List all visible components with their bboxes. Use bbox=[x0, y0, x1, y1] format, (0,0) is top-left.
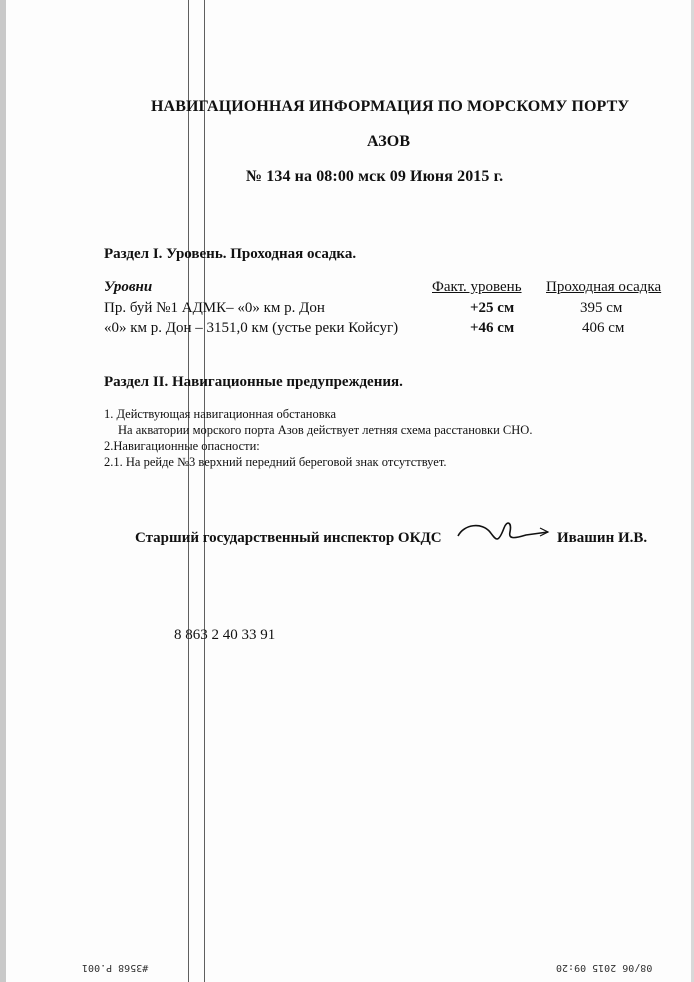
warning-item-2-1: 2.1. На рейде №3 верхний передний береговой знак отсутствует. bbox=[104, 455, 447, 469]
col-header-levels: Уровни bbox=[104, 279, 153, 295]
warning-item-1-detail: На акватории морского порта Азов действует летняя схема расстановки СНО. bbox=[118, 423, 533, 437]
level-row-2-name: «0» км р. Дон – 3151,0 км (устье реки Койсуг) bbox=[104, 320, 399, 336]
warning-item-1: 1. Действующая навигационная обстановка bbox=[104, 407, 337, 421]
document-title: НАВИГАЦИОННАЯ ИНФОРМАЦИЯ ПО МОРСКОМУ ПОРТУ bbox=[151, 98, 630, 115]
scan-line-2 bbox=[204, 0, 205, 982]
signatory-name: Ивашин И.В. bbox=[557, 530, 648, 546]
scan-line-1 bbox=[188, 0, 189, 982]
handwritten-signature bbox=[452, 518, 552, 546]
fax-footer-right: 08/06 2015 09:20 bbox=[556, 962, 653, 973]
port-name: АЗОВ bbox=[367, 133, 411, 150]
warning-item-2: 2.Навигационные опасности: bbox=[104, 439, 260, 453]
col-header-fact: Факт. уровень bbox=[432, 279, 522, 295]
level-row-1-draft: 395 см bbox=[580, 300, 623, 316]
level-row-2-draft: 406 см bbox=[582, 320, 625, 336]
scan-edge-left bbox=[0, 0, 6, 982]
level-row-1-fact: +25 см bbox=[470, 300, 515, 316]
level-row-1-name: Пр. буй №1 АДМК– «0» км р. Дон bbox=[104, 300, 325, 316]
section-2-title: Раздел II. Навигационные предупреждения. bbox=[104, 374, 403, 390]
signatory-position: Старший государственный инспектор ОКДС bbox=[135, 530, 442, 546]
fax-footer-left: #3568 P.001 bbox=[82, 962, 149, 973]
phone-number: 8 863 2 40 33 91 bbox=[174, 627, 276, 643]
col-header-draft: Проходная осадка bbox=[546, 279, 662, 295]
section-1-title: Раздел I. Уровень. Проходная осадка. bbox=[104, 246, 357, 262]
level-row-2-fact: +46 см bbox=[470, 320, 515, 336]
bulletin-number: № 134 на 08:00 мск 09 Июня 2015 г. bbox=[246, 168, 504, 185]
